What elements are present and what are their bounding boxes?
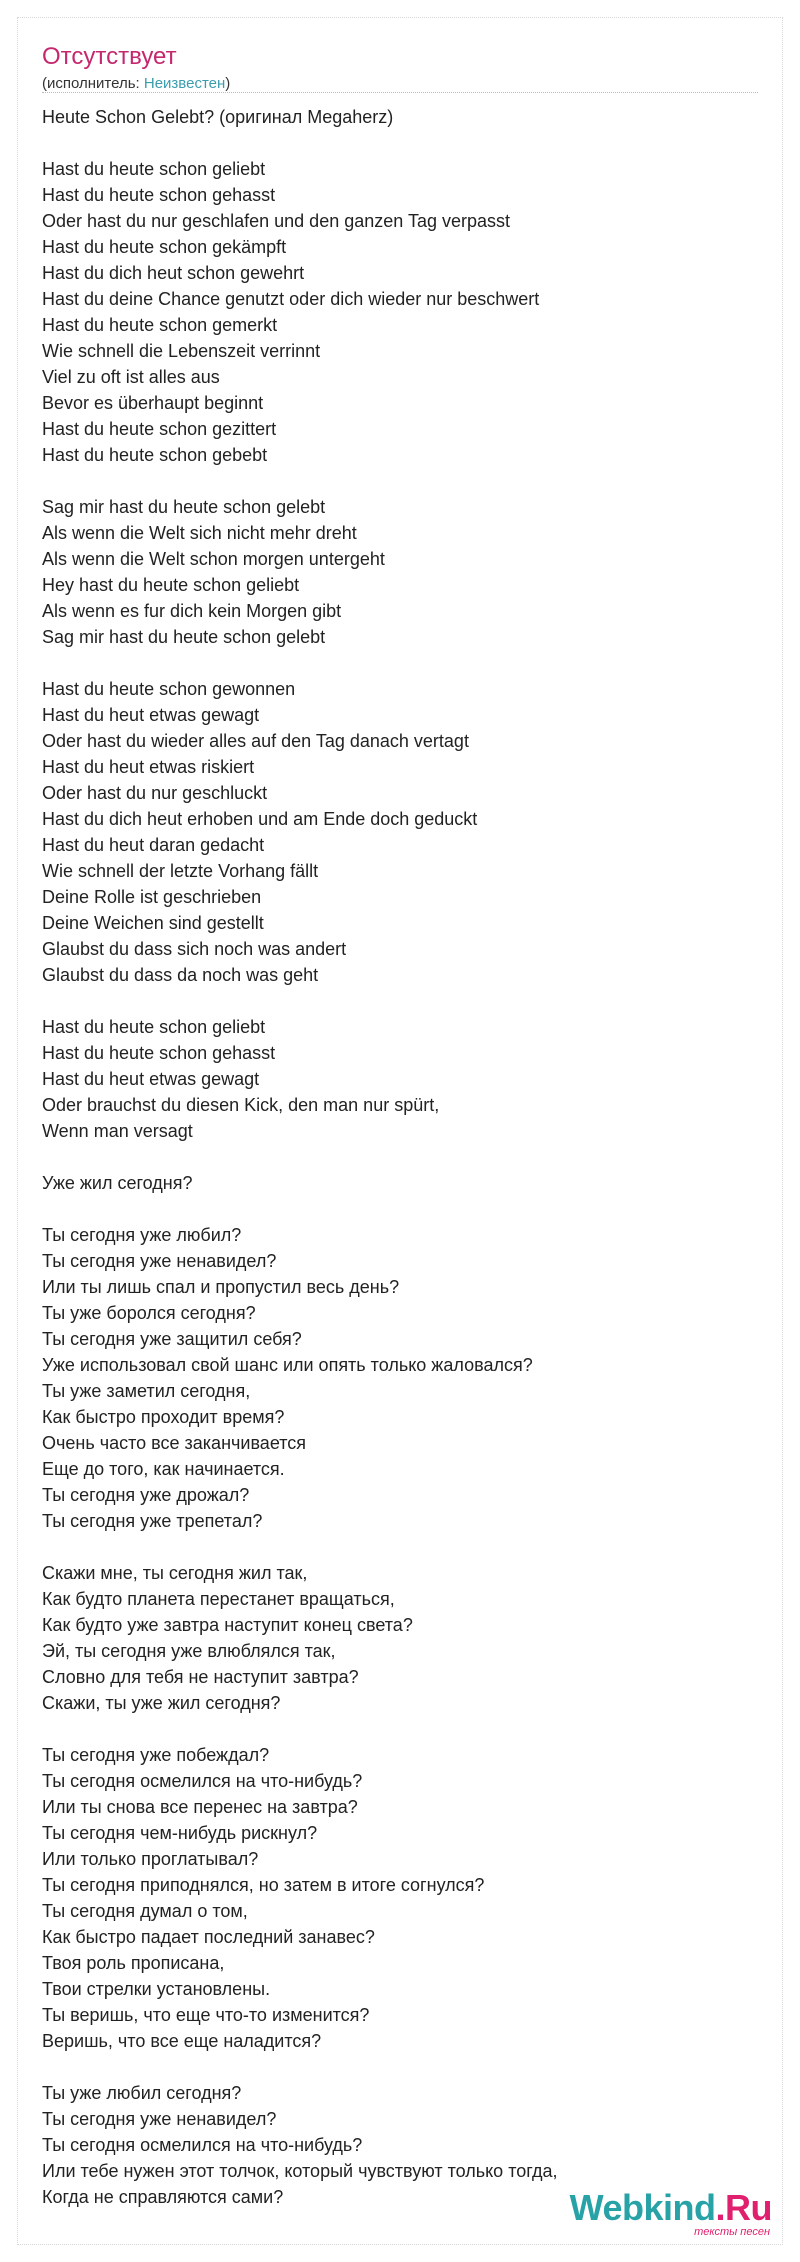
lyric-line: Heute Schon Gelebt? (оригинал Megaherz) — [42, 107, 394, 127]
lyric-line: Als wenn es fur dich kein Morgen gibt — [42, 601, 342, 621]
lyric-line: Или ты снова все перенес на завтра? — [42, 1797, 358, 1817]
lyric-line: Еще до того, как начинается. — [42, 1459, 285, 1479]
lyric-line: Sag mir hast du heute schon gelebt — [42, 627, 326, 647]
lyric-line: Как быстро падает последний занавес? — [42, 1927, 375, 1947]
lyric-line: Wie schnell die Lebenszeit verrinnt — [42, 341, 321, 361]
lyric-line: Ты уже любил сегодня? — [42, 2083, 242, 2103]
lyric-line: Ты сегодня думал о том, — [42, 1901, 248, 1921]
lyric-line: Wenn man versagt — [42, 1121, 193, 1141]
lyric-line: Уже жил сегодня? — [42, 1173, 193, 1193]
lyric-line: Ты уже боролся сегодня? — [42, 1303, 256, 1323]
logo-tagline: тексты песен — [694, 2226, 770, 2238]
lyric-line: Oder brauchst du diesen Kick, den man nur spürt, — [42, 1095, 440, 1115]
artist-line — [42, 74, 758, 94]
lyric-line: Ты сегодня уже трепетал? — [42, 1511, 263, 1531]
lyric-line: Glaubst du dass da noch was geht — [42, 965, 319, 985]
lyric-line: Ты сегодня осмелился на что-нибудь? — [42, 1771, 363, 1791]
lyric-line: Ты сегодня уже защитил себя? — [42, 1329, 302, 1349]
lyric-line: Als wenn die Welt sich nicht mehr dreht — [42, 523, 357, 543]
lyric-line: Hast du heute schon gebebt — [42, 445, 268, 465]
lyric-line: Hast du heute schon geliebt — [42, 1017, 266, 1037]
lyric-stanza — [42, 104, 758, 130]
lyric-line: Hast du heute schon gehasst — [42, 1043, 276, 1063]
lyric-line: Bevor es überhaupt beginnt — [42, 393, 264, 413]
lyric-line: Hast du heut etwas gewagt — [42, 1069, 260, 1089]
lyric-line: Очень часто все заканчивается — [42, 1433, 307, 1453]
song-title: Отсутствует — [42, 43, 177, 70]
lyric-line: Уже использовал свой шанс или опять только жаловался? — [42, 1355, 533, 1375]
lyric-line: Hast du heute schon gezittert — [42, 419, 277, 439]
lyric-line: Ты сегодня приподнялся, но затем в итоге согнулся? — [42, 1875, 485, 1895]
lyric-line: Когда не справляются сами? — [42, 2187, 284, 2207]
lyric-line: Glaubst du dass sich noch was andert — [42, 939, 347, 959]
lyric-line: Deine Rolle ist geschrieben — [42, 887, 262, 907]
lyric-line: Ты сегодня уже дрожал? — [42, 1485, 250, 1505]
lyric-line: Скажи, ты уже жил сегодня? — [42, 1693, 281, 1713]
lyric-line: Hast du heute schon geliebt — [42, 159, 266, 179]
lyric-line: Ты веришь, что еще что-то изменится? — [42, 2005, 370, 2025]
lyric-line: Hast du dich heut schon gewehrt — [42, 263, 305, 283]
lyric-line: Как будто уже завтра наступит конец света? — [42, 1615, 413, 1635]
webkind-logo[interactable] — [569, 2187, 772, 2238]
lyric-line: Hast du heute schon gehasst — [42, 185, 276, 205]
lyric-line: Hast du heute schon gekämpft — [42, 237, 287, 257]
lyric-line: Oder hast du nur geschlafen und den ganzen Tag verpasst — [42, 211, 510, 231]
lyric-line: Hast du heute schon gemerkt — [42, 315, 278, 335]
song-header — [42, 42, 758, 94]
lyric-line: Viel zu oft ist alles aus — [42, 367, 220, 387]
lyric-stanza — [42, 1222, 758, 1534]
artist-prefix: (исполнитель: — [42, 75, 144, 92]
lyric-line: Или ты лишь спал и пропустил весь день? — [42, 1277, 400, 1297]
lyric-stanza — [42, 156, 758, 468]
lyric-line: Oder hast du wieder alles auf den Tag danach vertagt — [42, 731, 469, 751]
lyric-line: Словно для тебя не наступит завтра? — [42, 1667, 359, 1687]
lyric-line: Ты сегодня уже ненавидел? — [42, 2109, 277, 2129]
lyric-line: Ты сегодня уже любил? — [42, 1225, 242, 1245]
logo-web-text: Webkind — [569, 2187, 716, 2228]
artist-suffix: ) — [225, 75, 231, 92]
lyric-line: Как быстро проходит время? — [42, 1407, 285, 1427]
lyric-line: Или только проглатывал? — [42, 1849, 259, 1869]
lyric-line: Hast du deine Chance genutzt oder dich wieder nur beschwert — [42, 289, 540, 309]
lyric-line: Ты сегодня осмелился на что-нибудь? — [42, 2135, 363, 2155]
header-divider — [42, 92, 758, 93]
lyric-line: Эй, ты сегодня уже влюблялся так, — [42, 1641, 336, 1661]
lyric-stanza — [42, 494, 758, 650]
lyric-line: Hast du heut etwas riskiert — [42, 757, 255, 777]
lyric-line: Oder hast du nur geschluckt — [42, 783, 268, 803]
lyric-line: Ты сегодня уже ненавидел? — [42, 1251, 277, 1271]
lyric-line: Sag mir hast du heute schon gelebt — [42, 497, 326, 517]
lyric-stanza — [42, 676, 758, 988]
lyric-line: Hast du heute schon gewonnen — [42, 679, 296, 699]
lyric-line: Als wenn die Welt schon morgen untergeht — [42, 549, 385, 569]
lyrics-text — [42, 104, 758, 2236]
lyric-line: Ты уже заметил сегодня, — [42, 1381, 251, 1401]
lyric-line: Hast du dich heut erhoben und am Ende doch geduckt — [42, 809, 478, 829]
lyric-stanza — [42, 1170, 758, 1196]
lyric-line: Hey hast du heute schon geliebt — [42, 575, 300, 595]
lyric-line: Deine Weichen sind gestellt — [42, 913, 264, 933]
lyric-line: Wie schnell der letzte Vorhang fällt — [42, 861, 319, 881]
lyric-stanza — [42, 1742, 758, 2054]
lyric-line: Веришь, что все еще наладится? — [42, 2031, 322, 2051]
lyric-line: Ты сегодня чем-нибудь рискнул? — [42, 1823, 318, 1843]
lyric-line: Твои стрелки установлены. — [42, 1979, 271, 1999]
lyric-line: Как будто планета перестанет вращаться, — [42, 1589, 395, 1609]
lyric-line: Или тебе нужен этот толчок, который чувствуют только тогда, — [42, 2161, 558, 2181]
lyric-stanza — [42, 1560, 758, 1716]
lyric-stanza — [42, 1014, 758, 1144]
logo-ru-text: .Ru — [715, 2187, 772, 2228]
lyric-line: Твоя роль прописана, — [42, 1953, 225, 1973]
lyric-line: Ты сегодня уже побеждал? — [42, 1745, 270, 1765]
lyric-line: Скажи мне, ты сегодня жил так, — [42, 1563, 308, 1583]
lyric-line: Hast du heut daran gedacht — [42, 835, 265, 855]
artist-link[interactable]: Неизвестен — [143, 75, 226, 92]
lyric-line: Hast du heut etwas gewagt — [42, 705, 260, 725]
